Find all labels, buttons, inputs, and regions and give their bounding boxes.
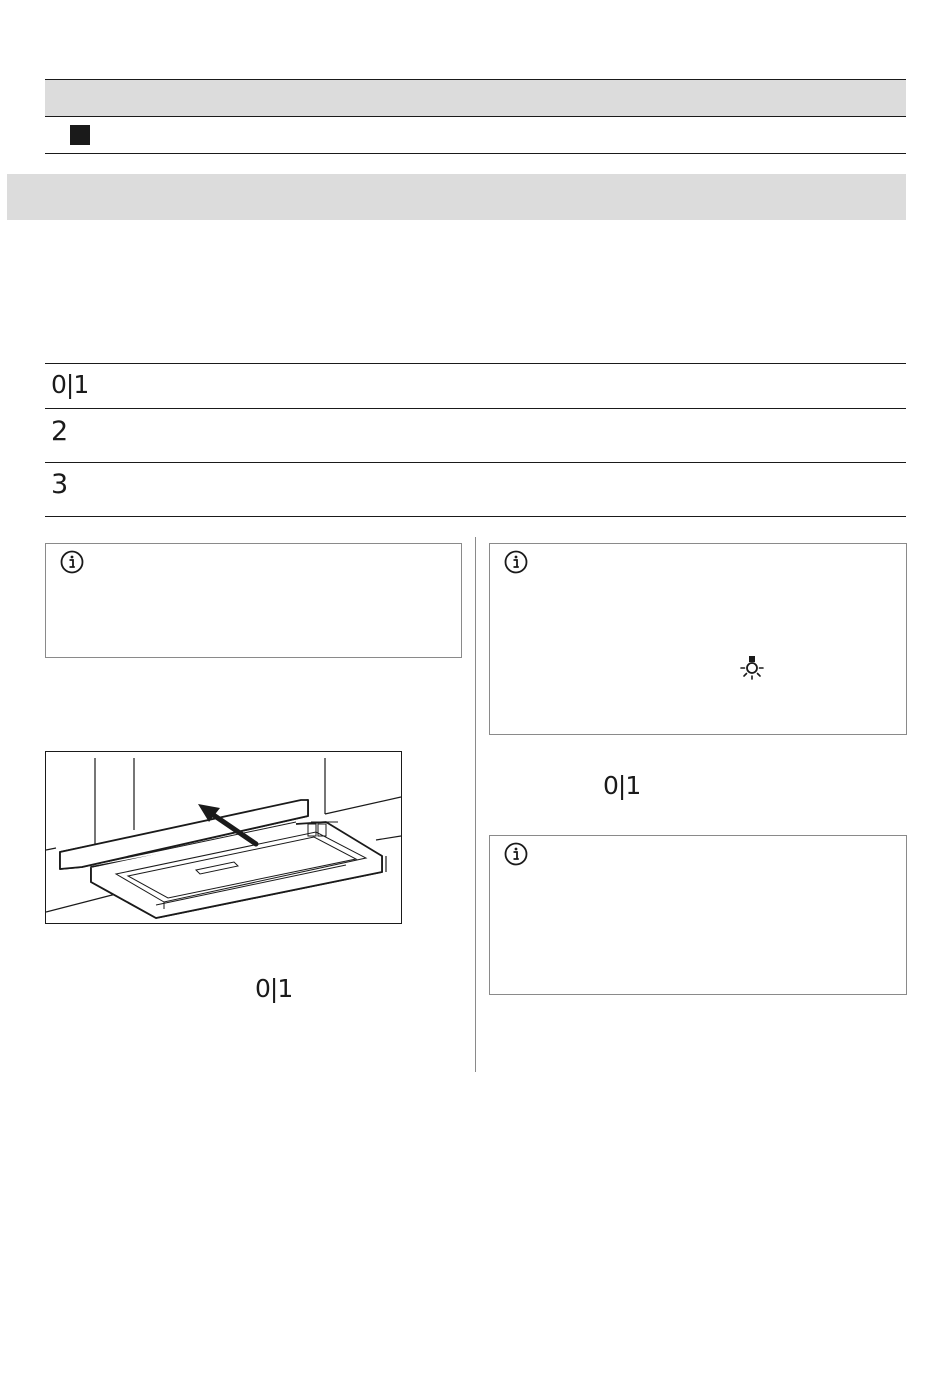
top-table bbox=[45, 79, 906, 154]
info-box-right-bottom bbox=[489, 835, 907, 995]
on-off-symbol-right: 0|1 bbox=[603, 771, 641, 800]
info-icon bbox=[504, 550, 528, 574]
on-off-symbol-left: 0|1 bbox=[255, 974, 293, 1003]
top-table-row bbox=[45, 116, 906, 154]
cooker-hood-illustration bbox=[45, 751, 402, 924]
speed-3-symbol: 3 bbox=[51, 469, 69, 500]
speed-2-symbol: 2 bbox=[51, 416, 69, 447]
column-divider bbox=[475, 537, 476, 1072]
on-off-symbol: 0|1 bbox=[51, 370, 89, 399]
info-box-right-top bbox=[489, 543, 907, 735]
info-icon bbox=[60, 550, 84, 574]
info-box-left bbox=[45, 543, 462, 658]
info-icon bbox=[504, 842, 528, 866]
control-row-on-off bbox=[45, 363, 906, 408]
light-bulb-icon bbox=[739, 655, 765, 681]
controls-table bbox=[45, 363, 906, 517]
cooker-hood-drawing bbox=[46, 752, 401, 923]
section-heading-bar bbox=[7, 174, 906, 220]
square-icon bbox=[70, 125, 90, 145]
control-row-speed-2 bbox=[45, 408, 906, 462]
top-table-header bbox=[45, 79, 906, 117]
control-row-speed-3 bbox=[45, 462, 906, 517]
